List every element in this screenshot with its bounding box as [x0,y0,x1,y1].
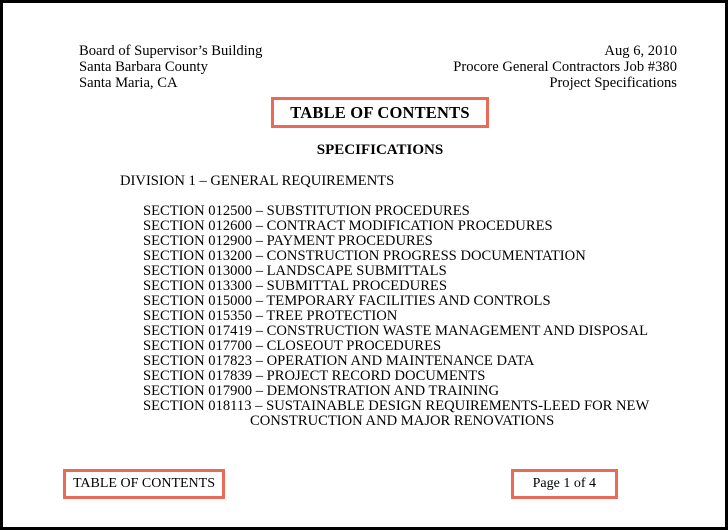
toc-section-item: SECTION 017823 – OPERATION AND MAINTENANCE DATA [143,353,535,369]
header-city-line: Santa Maria, CA [79,75,178,91]
header-address-block [79,43,262,91]
toc-section-item: SECTION 015000 – TEMPORARY FACILITIES AND CONTROLS [143,293,551,309]
toc-section-item: SECTION 017700 – CLOSEOUT PROCEDURES [143,338,442,354]
toc-section-item: SECTION 017419 – CONSTRUCTION WASTE MANAGEMENT AND DISPOSAL [143,323,648,339]
page-header [79,43,677,91]
toc-section-item: SECTION 013000 – LANDSCAPE SUBMITTALS [143,263,447,279]
specifications-heading: SPECIFICATIONS [316,142,444,158]
toc-section-list [143,204,725,429]
toc-section-item: SECTION 012600 – CONTRACT MODIFICATION PROCEDURES [143,218,553,234]
page-footer [63,469,618,499]
toc-section-item: SECTION 018113 – SUSTAINABLE DESIGN REQUIREMENTS-LEED FOR NEW [143,398,650,414]
toc-section-item: SECTION 017900 – DEMONSTRATION AND TRAINING [143,383,500,399]
toc-section-item: SECTION 015350 – TREE PROTECTION [143,308,398,324]
toc-section-item: SECTION 012500 – SUBSTITUTION PROCEDURES [143,203,470,219]
header-county-line: Santa Barbara County [79,59,208,75]
toc-section-item-wrap-line: CONSTRUCTION AND MAJOR RENOVATIONS [250,413,555,429]
header-job-line: Procore General Contractors Job #380 [453,59,677,75]
toc-section-item: SECTION 012900 – PAYMENT PROCEDURES [143,233,433,249]
table-of-contents-title-box: TABLE OF CONTENTS [271,97,488,128]
footer-table-of-contents-box: TABLE OF CONTENTS [63,469,225,499]
header-building-line: Board of Supervisor’s Building [79,43,263,59]
header-project-block [453,43,677,91]
title-area [35,91,725,159]
toc-section-item: SECTION 013200 – CONSTRUCTION PROGRESS DOCUMENTATION [143,248,586,264]
toc-section-item: SECTION 013300 – SUBMITTAL PROCEDURES [143,278,447,294]
division-heading: DIVISION 1 – GENERAL REQUIREMENTS [120,173,395,189]
header-spec-line: Project Specifications [549,75,677,91]
footer-page-number-box: Page 1 of 4 [511,469,618,499]
toc-section-item: SECTION 017839 – PROJECT RECORD DOCUMENTS [143,368,486,384]
header-date-line: Aug 6, 2010 [604,43,677,59]
